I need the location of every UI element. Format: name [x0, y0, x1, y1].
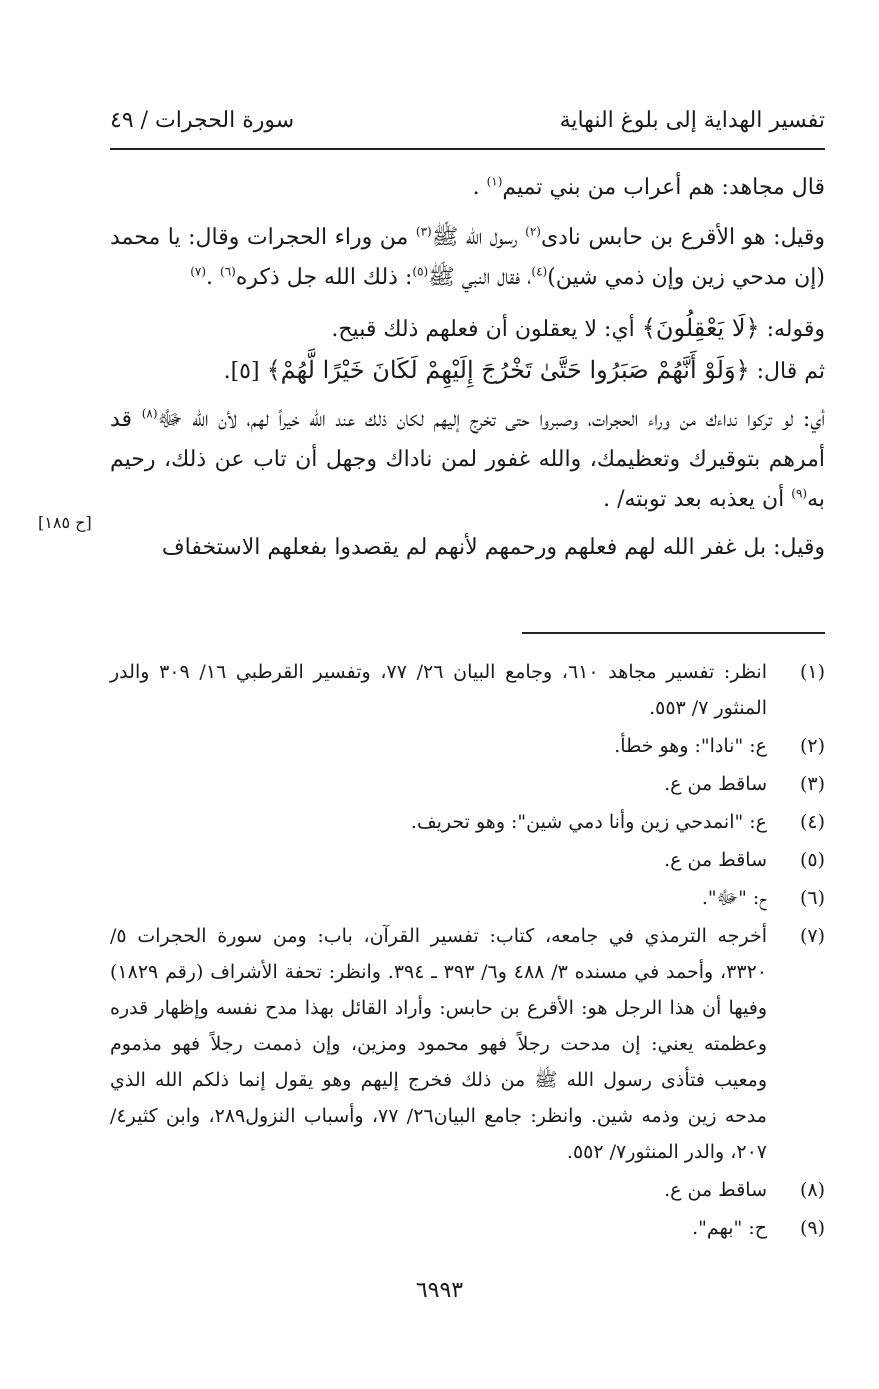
footnote-number: (٦) — [799, 887, 825, 909]
footnote-ref-8[interactable]: (٨) — [141, 406, 158, 421]
footnote-number: (٤) — [799, 811, 825, 833]
paragraph-explanation: أي: لو تركوا نداءك من وراء الحجرات، وصبروا حتى تخرج إليهم لكان ذلك عند الله خيراً لهم، لأن الله ﷻ$^{(٨)}$ قد أمرهم بتوقيرك وتعظيمك، والله غفور لمن ناداك وجهل أن تاب عن ذلك، رحيم به$^{(٩)}$ أن يعذبه بعد توبته/ . — [110, 406, 825, 512]
page-number: ٦٩٩٣ — [415, 1278, 464, 1303]
footnote — [110, 728, 825, 764]
paragraph-la-yaqilun: وقوله: ﴿لَا يَعْقِلُونَ﴾ أي: لا يعقلون أن فعلهم ذلك قبيح. — [331, 314, 825, 342]
footnote-divider — [522, 632, 825, 634]
footnote — [110, 804, 825, 840]
footnote-text: ساقط من ع. — [664, 1179, 767, 1201]
running-header — [110, 108, 825, 144]
footnote-ref-2[interactable]: (٢) — [525, 224, 541, 239]
footnote-ref-3[interactable]: (٣) — [415, 224, 432, 239]
quran-verse: ﴿وَلَوْ أَنَّهُمْ صَبَرُوا حَتَّىٰ تَخْرُجَ إِلَيْهِمْ لَكَانَ خَيْرًا لَّهُمْ﴾ — [266, 356, 750, 384]
footnote — [110, 842, 825, 878]
footnote-ref-9[interactable]: (٩) — [791, 486, 808, 501]
footnote-ref-5[interactable]: (٥) — [412, 264, 429, 279]
footnote — [110, 654, 825, 726]
footnote-number: (٨) — [799, 1179, 825, 1201]
footnote-number: (٥) — [799, 849, 825, 871]
paragraph-qila: وقيل: بل غفر الله لهم فعلهم ورحمهم لأنهم لم يقصدوا بفعلهم الاستخفاف — [161, 535, 825, 560]
book-title: تفسير الهداية إلى بلوغ النهاية — [559, 108, 825, 133]
footnote-number: (٣) — [799, 773, 825, 795]
footnote-text: انظر: تفسير مجاهد ٦١٠، وجامع البيان ٢٦/ ٧٧، وتفسير القرطبي ١٦/ ٣٠٩ والدر المنثور ٧/ ٥٥٣. — [110, 661, 767, 719]
quran-phrase: ﴿لَا يَعْقِلُونَ﴾ — [641, 314, 760, 342]
header-divider — [110, 148, 825, 150]
footnote-text: ساقط من ع. — [664, 849, 767, 871]
footnote-text: ع: "نادا": وهو خطأ. — [614, 735, 767, 757]
paragraph-mujahid: قال مجاهد: هم أعراب من بني تميم$^{(١)}$ . — [472, 174, 825, 200]
footnote-ref-6[interactable]: (٦) — [220, 264, 236, 279]
footnote-ref-4[interactable]: (٤) — [531, 264, 548, 279]
footnote-number: (٢) — [799, 735, 825, 757]
footnote-text: ع: "انمدحي زين وأنا دمي شين": وهو تحريف. — [410, 811, 767, 833]
footnote-number: (٩) — [799, 1217, 825, 1239]
footnote-number: (١) — [799, 661, 825, 683]
footnote-ref-7[interactable]: (٧) — [190, 264, 207, 279]
footnote — [110, 1172, 825, 1208]
footnote — [110, 766, 825, 802]
footnotes — [110, 654, 825, 1248]
main-text — [110, 168, 825, 568]
paragraph-verse-5: ثم قال: ﴿وَلَوْ أَنَّهُمْ صَبَرُوا حَتَّىٰ تَخْرُجَ إِلَيْهِمْ لَكَانَ خَيْرًا لَّهُمْ﴾ [٥]. — [223, 356, 825, 384]
footnote-text: أخرجه الترمذي في جامعه، كتاب: تفسير القرآن، باب: ومن سورة الحجرات ٥/ ٣٣٢٠، وأحمد في مسنده ٣/ ٤٨٨ و٦/ ٣٩٣ ـ ٣٩٤. وانظر: تحفة الأشراف (رقم ١٨٢٩) وفيها أن هذا الرجل هو: الأقرع بن حابس: وأراد القائل بهذا مدح نفسه وإظهار قدره وعظمته يعني: إن مدحت رجلاً فهو محمود ومزين، وإن ذممت رجلاً فهو مذموم ومعيب فتأذى رسول الله ﷺ من ذلك فخرج إليهم وهو يقول إنما ذلكم الله الذي مدحه زين وذمه شين. وانظر: جامع البيان٢٦/ ٧٧، وأسباب النزول٢٨٩، وابن كثير٤/ ٢٠٧، والدر المنثور٧/ ٥٥٢. — [110, 925, 767, 1163]
footnote-number: (٧) — [799, 925, 825, 947]
surah-title: سورة الحجرات / ٤٩ — [110, 108, 295, 133]
footnote-ref-1[interactable]: (١) — [486, 174, 503, 189]
footnote-text: ح: "ﷻ". — [701, 887, 767, 909]
footnote-text: ساقط من ع. — [664, 773, 767, 795]
manuscript-marker: [ح ١٨٥] — [38, 513, 92, 532]
footnote — [110, 918, 825, 1170]
paragraph-aqra: وقيل: هو الأقرع بن حابس نادى$^{(٢)}$ رسول الله ﷺ$^{(٣)}$ من وراء الحجرات وقال: يا محمد (إن مدحي زين وإن ذمي شين)$^{(٤)}$، فقال النبي ﷺ$^{(٥)}$: ذلك الله جل ذكره$^{(٦)}$ .$^{(٧)}$ — [110, 224, 826, 290]
footnote — [110, 880, 825, 916]
footnote-text: ح: "بهم". — [692, 1217, 767, 1239]
footnote — [110, 1210, 825, 1246]
